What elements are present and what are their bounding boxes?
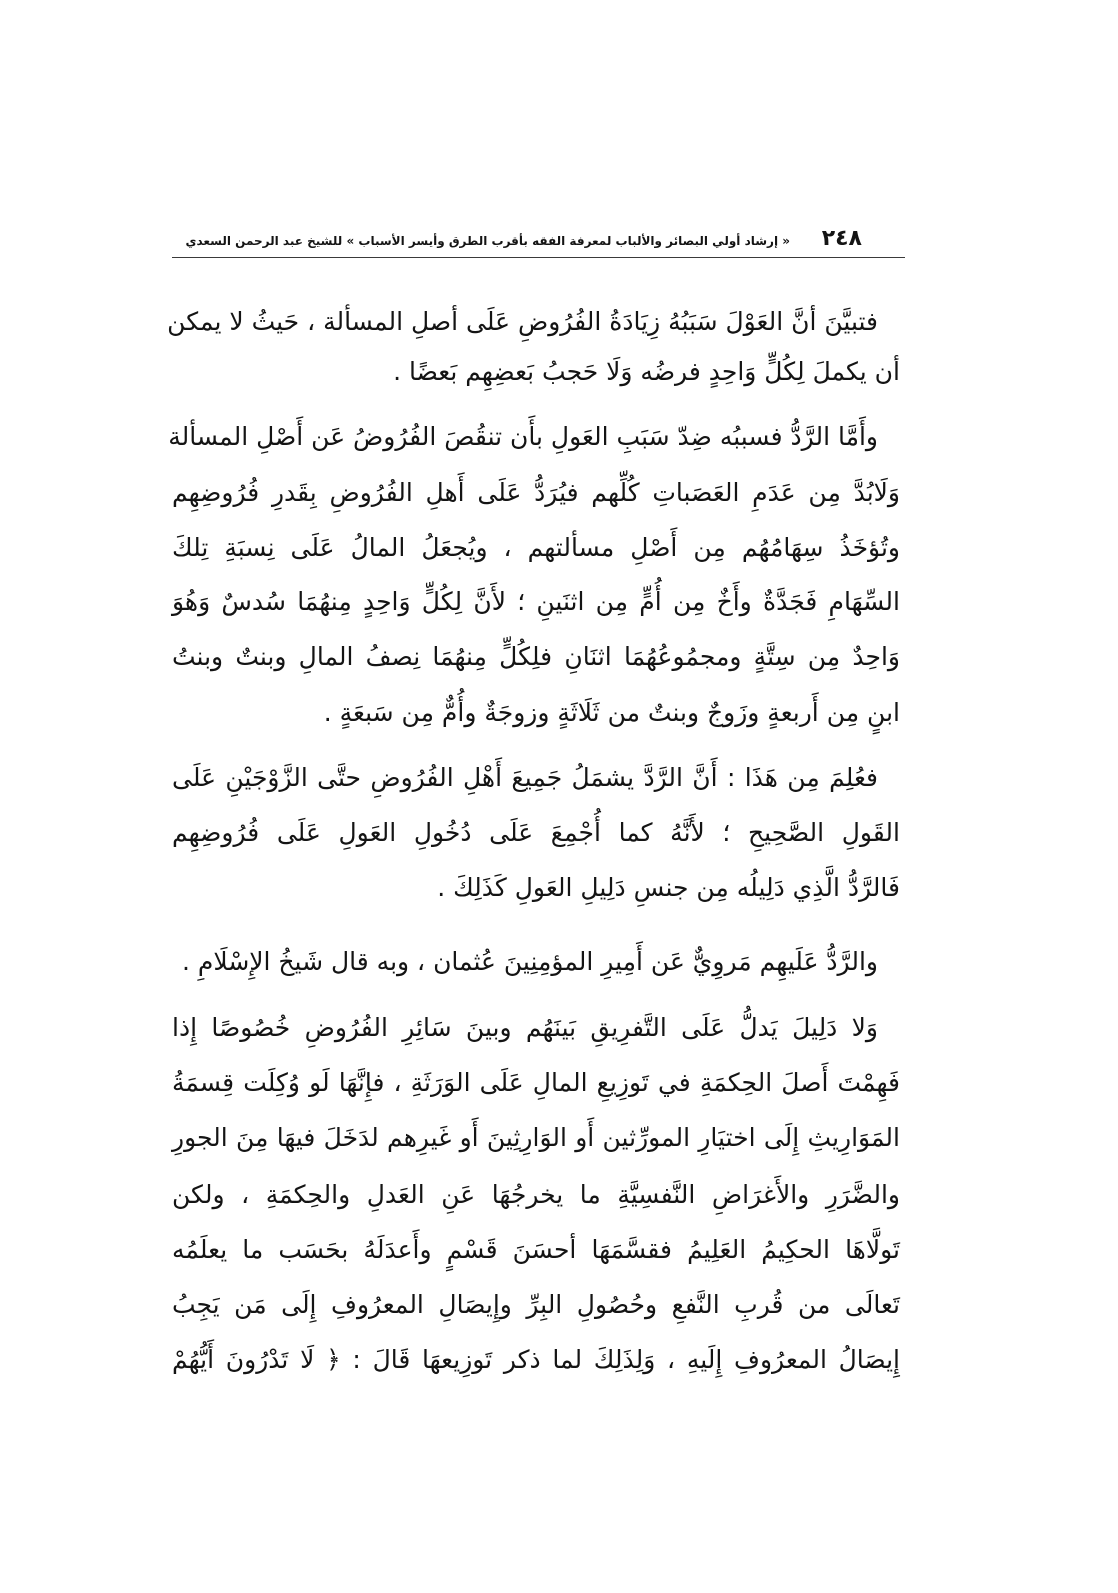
body-text-line: فَالرَّدُّ الَّذِي دَلِيلُه مِن جنسِ دَلِيلِ العَولِ كَذَلِكَ . xyxy=(437,873,900,902)
body-text-line: فعُلِمَ مِن هَذَا : أَنَّ الرَّدَّ يشمَلُ جَمِيعَ أَهْلِ الفُرُوضِ حتَّى الزَّوْجَيْنِ عَلَى xyxy=(172,763,878,792)
header-rule xyxy=(172,257,905,258)
body-text-line: والرَّدُّ عَلَيهِم مَروِيٌّ عَن أَمِيرِ المؤمِنِينَ عُثمان ، وبه قال شَيخُ الإِسْلَامِ . xyxy=(182,947,878,976)
body-text-line: أن يكملَ لِكُلٍّ وَاحِدٍ فرضُه وَلَا حَجبُ بَعضِهِم بَعضًا . xyxy=(393,357,900,386)
body-text-line: وأَمَّا الرَّدُّ فسببُه ضِدّ سَبَبِ العَولِ بأَن تنقُصَ الفُرُوضُ عَن أَصْلِ المسألة xyxy=(168,422,878,451)
body-text-line: السِّهَامِ فَجَدَّةٌ وأَخٌ مِن أُمٍّ مِن اثنَينِ ؛ لأَنَّ لِكُلٍّ وَاحِدٍ مِنهُمَا سُدسٌ وَهُوَ xyxy=(172,587,900,616)
body-text-line: وتُؤخَذُ سِهَامُهُم مِن أَصْلِ مسألتهم ، ويُجعَلُ المالُ عَلَى نِسبَةِ تِلكَ xyxy=(172,533,900,562)
body-text-line: القَولِ الصَّحِيحِ ؛ لأَنَّهُ كما أُجْمِعَ عَلَى دُخُولِ العَولِ عَلَى فُرُوضِهِم xyxy=(172,818,900,847)
page-number: ٢٤٨ xyxy=(821,226,862,251)
body-text-line: والضَّرَرِ والأَغرَاضِ النَّفسِيَّةِ ما يخرجُهَا عَنِ العَدلِ والحِكمَةِ ، ولكن xyxy=(172,1180,900,1209)
body-text-line: تَولَّاهَا الحكِيمُ العَلِيمُ فقسَّمَهَا أحسَنَ قَسْمٍ وأَعدَلَهُ بحَسَب ما يعلَمُه xyxy=(172,1235,900,1264)
running-title: « إرشاد أولي البصائر والألباب لمعرفة الفقه بأقرب الطرق وأيسر الأسباب » للشيخ عبد الرحمن السعدي xyxy=(185,234,790,248)
body-text-line: فتبيَّنَ أنَّ العَوْلَ سَبَبُهُ زِيَادَةُ الفُرُوضِ عَلَى أصلِ المسألة ، حَيثُ لا يمكن xyxy=(167,307,878,336)
body-text-line: وَلَابُدَّ مِن عَدَمِ العَصَباتِ كُلِّهم فيُرَدُّ عَلَى أَهلِ الفُرُوضِ بِقَدرِ فُرُوضِهِم xyxy=(172,478,900,507)
body-text-line: وَاحِدٌ مِن سِتَّةٍ ومجمُوعُهُمَا اثنَانِ فلِكُلٍّ مِنهُمَا نِصفُ المالِ وبنتٌ وبنتُ xyxy=(172,642,900,671)
body-text-line: فَهِمْتَ أَصلَ الحِكمَةِ في تَوزِيعِ المالِ عَلَى الوَرَثَةِ ، فإِنَّهَا لَو وُكِلَت قِسمَةُ xyxy=(172,1068,900,1097)
body-text-line: المَوَارِيثِ إِلَى اختيَارِ المورِّثين أَو الوَارِثِينَ أَو غَيرِهم لدَخَلَ فيهَا مِنَ الجورِ xyxy=(172,1123,900,1152)
body-text-line: ابنٍ مِن أَربعةٍ وزَوجٌ وبنتٌ من ثَلَاثَةٍ وزوجَةٌ وأُمٌّ مِن سَبعَةٍ . xyxy=(323,698,900,727)
body-text-line: تَعالَى من قُربِ النَّفعِ وحُصُولِ البِرِّ وإِيصَالِ المعرُوفِ إِلَى مَن يَجِبُ xyxy=(172,1290,900,1319)
body-text-line: وَلا دَلِيلَ يَدلُّ عَلَى التَّفرِيقِ بَينَهُم وبينَ سَائِرِ الفُرُوضِ خُصُوصًا إِذا xyxy=(172,1013,878,1042)
body-text-line: إِيصَالُ المعرُوفِ إِلَيهِ ، وَلِذَلِكَ لما ذكر تَوزِيعهَا قَالَ : ﴿ لَا تَدْرُونَ أَيُّهُمْ xyxy=(172,1345,900,1374)
